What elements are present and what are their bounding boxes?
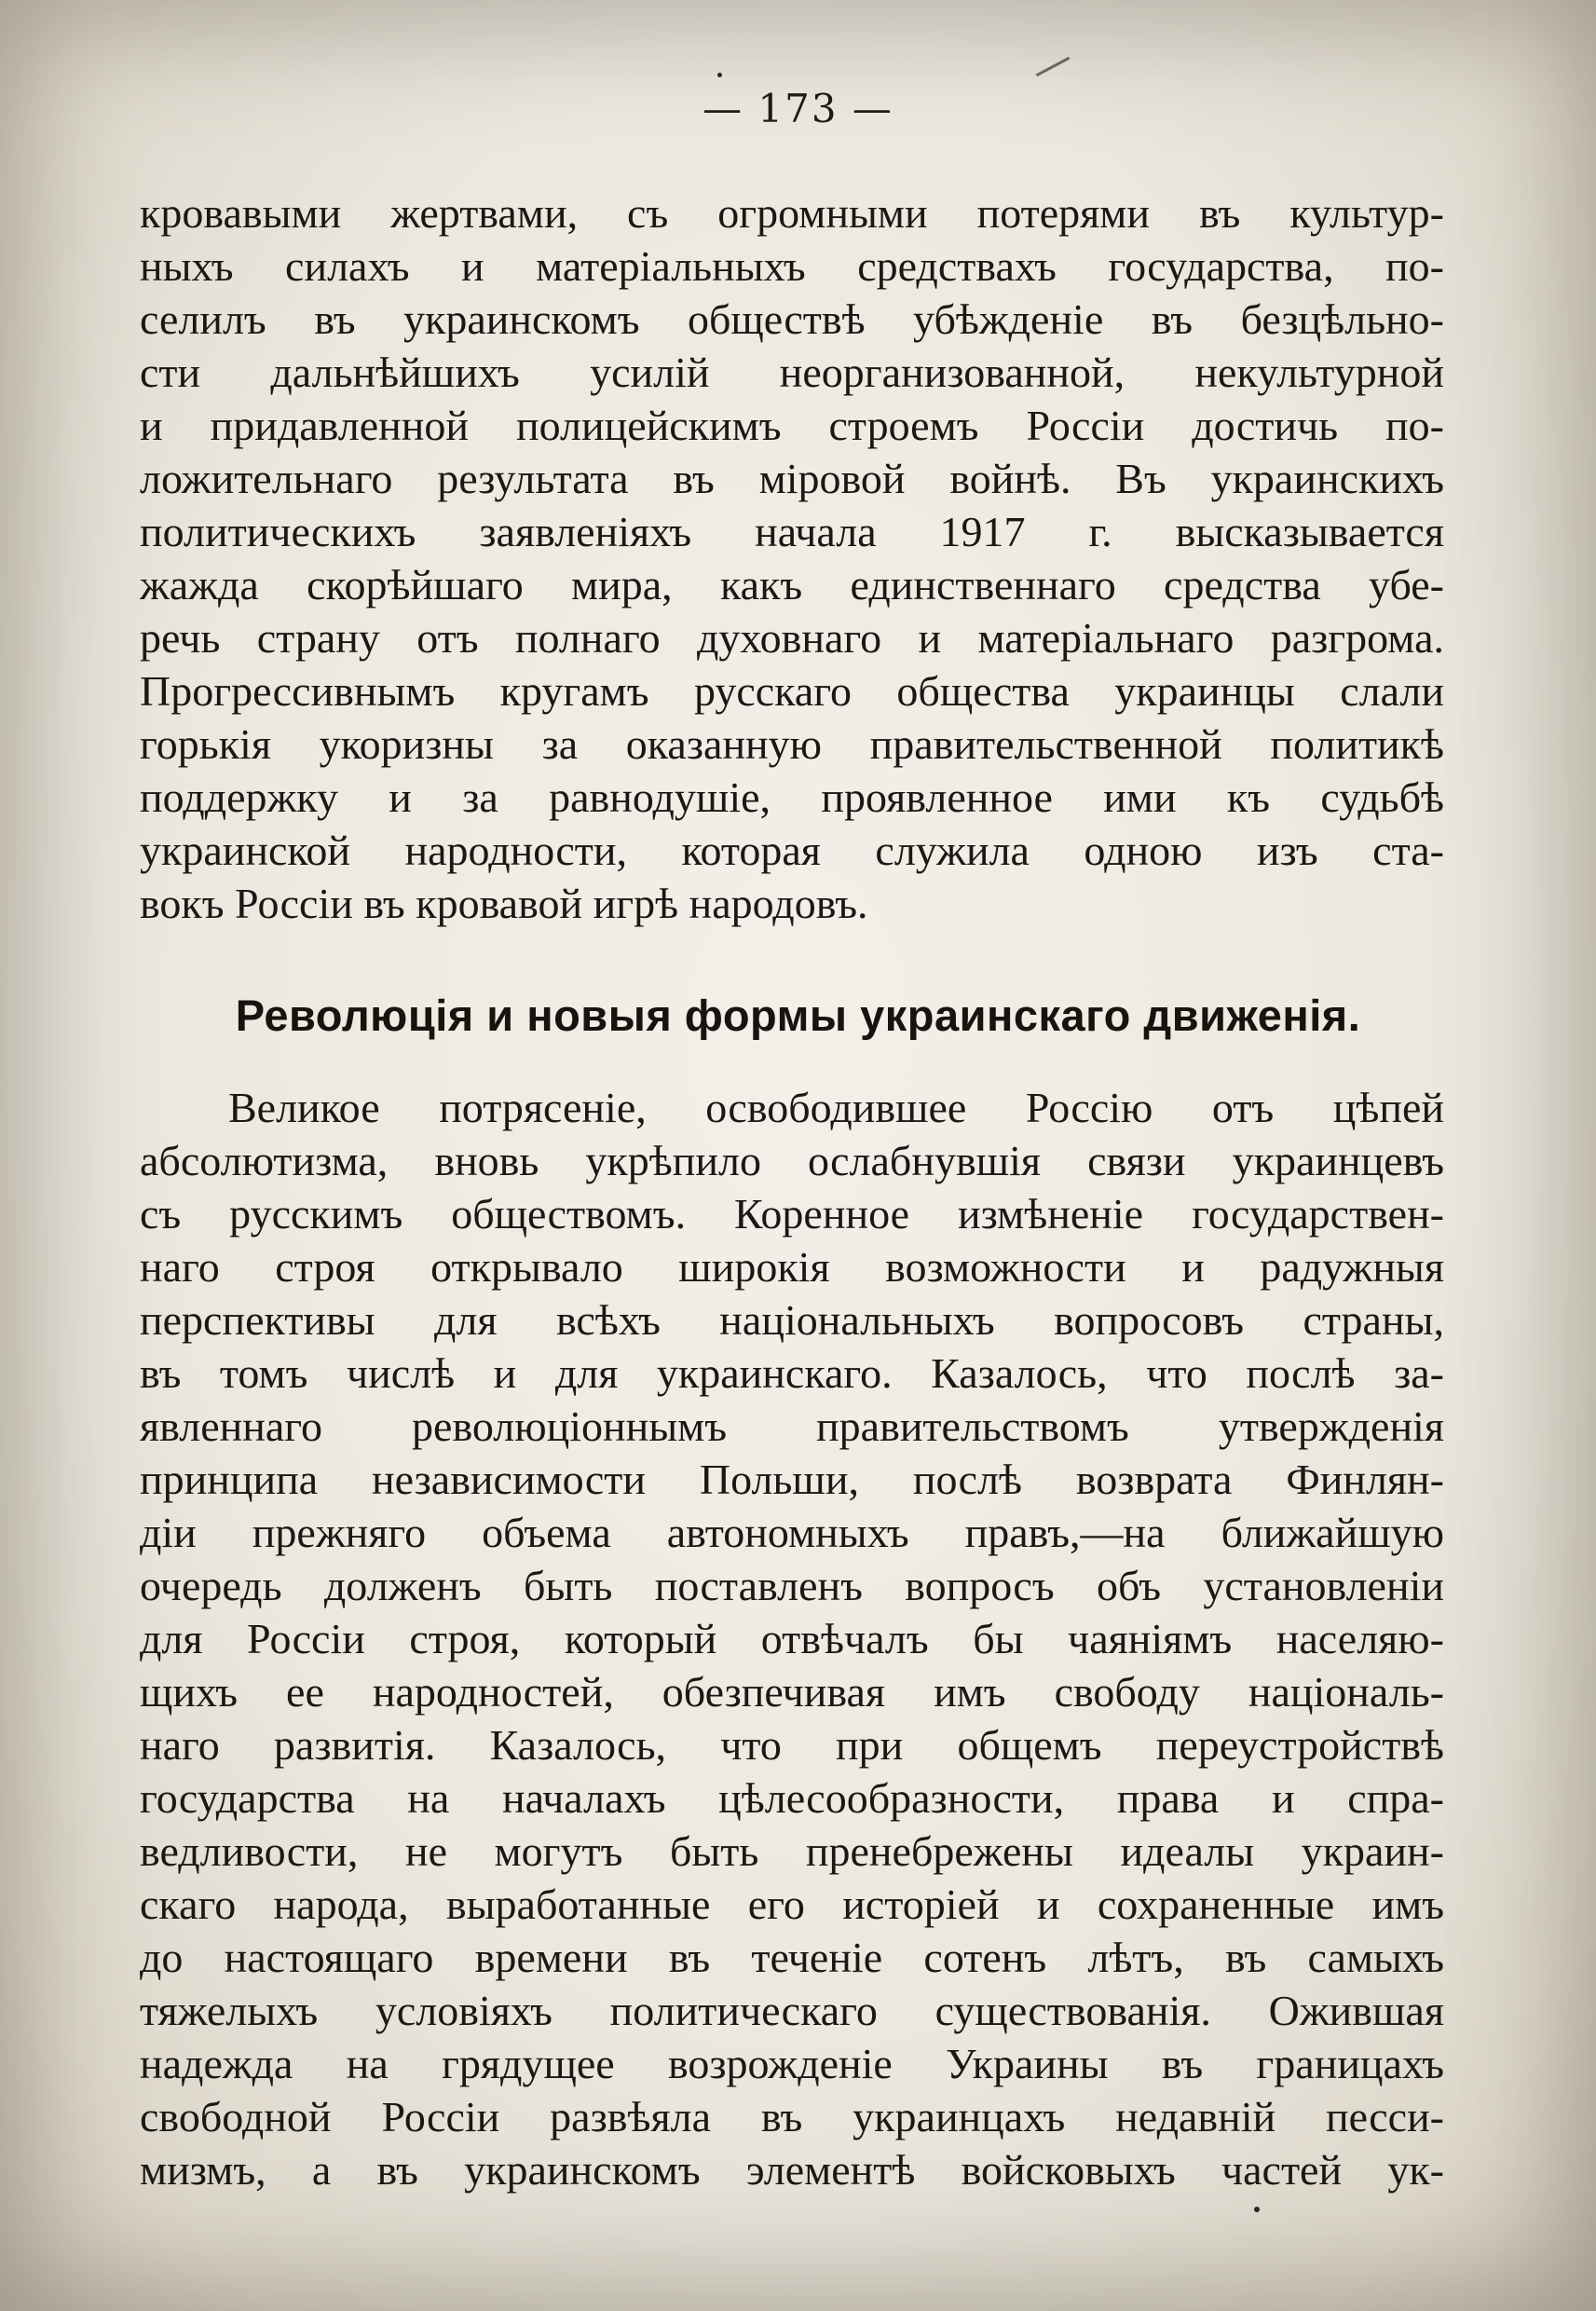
- text-line: Великое потрясеніе, освободившее Россію отъ цѣпей: [228, 1084, 1444, 1131]
- text-line: діи прежняго объема автономныхъ правъ,—на ближайшую: [140, 1509, 1444, 1556]
- text-line: очередь долженъ быть поставленъ вопросъ объ установленіи: [140, 1562, 1444, 1609]
- text-line: кровавыми жертвами, съ огромными потерями въ культур-: [140, 189, 1444, 237]
- text-line: ложительнаго результата въ міровой войнѣ. Въ украинскихъ: [140, 455, 1444, 502]
- text-line: государства на началахъ цѣлесообразности, права и спра-: [140, 1774, 1444, 1822]
- text-line: наго развитія. Казалось, что при общемъ переустройствѣ: [140, 1721, 1444, 1769]
- text-line: мизмъ, а въ украинскомъ элементѣ войсковыхъ частей ук-: [140, 2146, 1444, 2194]
- section-heading: Революція и новыя формы украинскаго движенія.: [235, 991, 1361, 1040]
- text-line: поддержку и за равнодушіе, проявленное ими къ судьбѣ: [140, 773, 1444, 821]
- text-line: политическихъ заявленіяхъ начала 1917 г. высказывается: [140, 508, 1444, 555]
- text-line: до настоящаго времени въ теченіе сотенъ лѣтъ, въ самыхъ: [140, 1934, 1444, 1981]
- text-line: вокъ Россіи въ кровавой игрѣ народовъ.: [140, 880, 868, 927]
- text-line: скаго народа, выработанные его исторіей и сохраненные имъ: [140, 1880, 1444, 1928]
- text-line: перспективы для всѣхъ національныхъ вопросовъ страны,: [140, 1296, 1444, 1344]
- text-line: надежда на грядущее возрожденіе Украины въ границахъ: [140, 2040, 1444, 2087]
- text-line: принципа независимости Польши, послѣ возврата Финлян-: [140, 1456, 1444, 1503]
- text-line: тяжелыхъ условіяхъ политическаго существованія. Ожившая: [140, 1987, 1444, 2034]
- text-line: щихъ ее народностей, обезпечивая имъ свободу національ-: [140, 1668, 1444, 1716]
- text-line: жажда скорѣйшаго мира, какъ единственнаго средства убе-: [140, 561, 1444, 609]
- text-line: сти дальнѣйшихъ усилій неорганизованной, некультурной: [140, 349, 1444, 396]
- text-line: горькія укоризны за оказанную правительственной политикѣ: [140, 720, 1444, 768]
- text-line: и придавленной полицейскимъ строемъ Россіи достичь по-: [140, 402, 1444, 449]
- text-line: въ томъ числѣ и для украинскаго. Казалось, что послѣ за-: [140, 1349, 1444, 1397]
- ink-speck: [717, 73, 722, 77]
- text-line: речь страну отъ полнаго духовнаго и матеріальнаго разгрома.: [140, 614, 1444, 662]
- text-line: ведливости, не могутъ быть пренебрежены идеалы украин-: [140, 1827, 1444, 1875]
- ink-scratch: [1036, 57, 1071, 76]
- text-line: украинской народности, которая служила одною изъ ста-: [140, 827, 1444, 874]
- page-number: — 173 —: [703, 86, 893, 131]
- text-line: Прогрессивнымъ кругамъ русскаго общества украинцы слали: [140, 667, 1444, 715]
- text-line: наго строя открывало широкія возможности и радужныя: [140, 1243, 1444, 1291]
- text-line: для Россіи строя, который отвѣчалъ бы чаяніямъ населяю-: [140, 1615, 1444, 1662]
- text-line: селилъ въ украинскомъ обществѣ убѣжденіе въ безцѣльно-: [140, 295, 1444, 343]
- text-line: свободной Россіи развѣяла въ украинцахъ недавній песси-: [140, 2093, 1444, 2140]
- paragraph-continued: [140, 186, 1444, 930]
- paragraph-revolution: [140, 1081, 1444, 2196]
- text-line: явленнаго революціоннымъ правительствомъ утвержденія: [140, 1402, 1444, 1450]
- ink-speck: [1254, 2207, 1260, 2212]
- text-line: съ русскимъ обществомъ. Коренное измѣненіе государствен-: [140, 1190, 1444, 1238]
- text-line: абсолютизма, вновь укрѣпило ослабнувшія связи украинцевъ: [140, 1137, 1444, 1184]
- text-line: ныхъ силахъ и матеріальныхъ средствахъ государства, по-: [140, 242, 1444, 290]
